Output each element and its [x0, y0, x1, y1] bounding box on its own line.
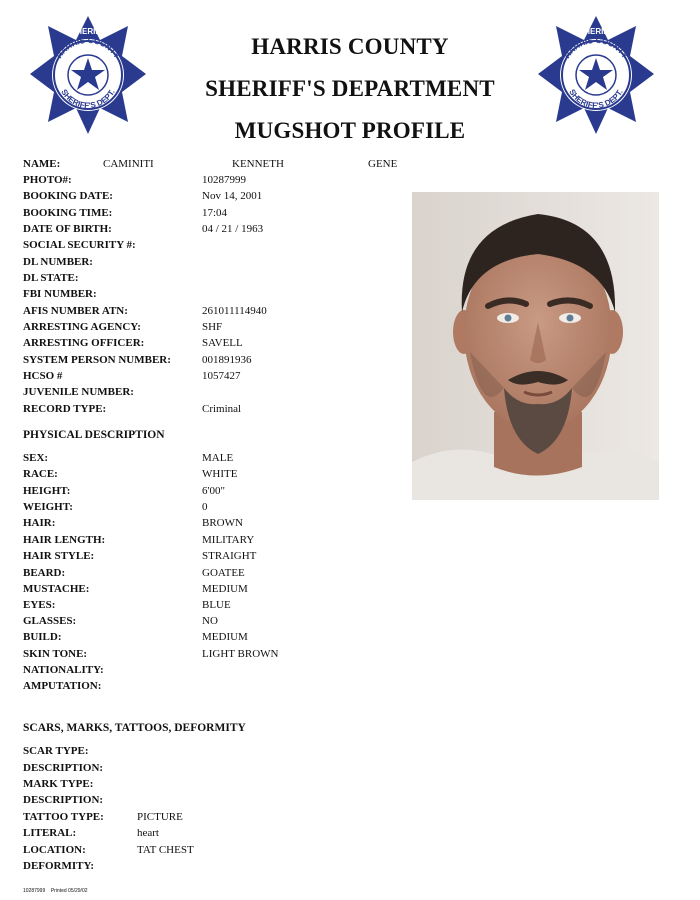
svg-text:SHERIFF: SHERIFF — [70, 27, 106, 36]
field-label: BEARD: — [23, 567, 66, 579]
field-label: ARRESTING AGENCY: — [23, 321, 141, 333]
mugshot-photo — [412, 192, 659, 500]
field-label: DESCRIPTION: — [23, 762, 104, 774]
field-value: MALE — [202, 452, 234, 464]
field-label: TATTOO TYPE: — [23, 811, 104, 823]
svg-text:SHERIFF: SHERIFF — [578, 27, 614, 36]
field-label: DL NUMBER: — [23, 256, 93, 268]
field-label: HAIR LENGTH: — [23, 534, 106, 546]
field-label: LOCATION: — [23, 844, 86, 856]
scars-marks-heading: SCARS, MARKS, TATTOOS, DEFORMITY — [23, 722, 246, 734]
field-value: 001891936 — [202, 354, 252, 366]
field-value: PICTURE — [137, 811, 183, 823]
field-label: NATIONALITY: — [23, 664, 104, 676]
field-value: BLUE — [202, 599, 231, 611]
field-label: FBI NUMBER: — [23, 288, 97, 300]
field-value: STRAIGHT — [202, 550, 257, 562]
field-label: BOOKING TIME: — [23, 207, 113, 219]
field-value: BROWN — [202, 517, 243, 529]
field-label: SYSTEM PERSON NUMBER: — [23, 354, 171, 366]
field-label: SOCIAL SECURITY #: — [23, 239, 136, 251]
field-value: WHITE — [202, 468, 238, 480]
field-label: GLASSES: — [23, 615, 77, 627]
title-department: SHERIFF'S DEPARTMENT — [205, 76, 495, 101]
field-label: BOOKING DATE: — [23, 190, 113, 202]
name-first: KENNETH — [232, 158, 284, 170]
field-value: 0 — [202, 501, 208, 513]
field-label: HCSO # — [23, 370, 63, 382]
title-county: HARRIS COUNTY — [251, 34, 449, 59]
field-label: DESCRIPTION: — [23, 794, 104, 806]
field-label: RECORD TYPE: — [23, 403, 107, 415]
svg-text:HARRIS COUNTY: HARRIS COUNTY — [562, 35, 630, 61]
name-label: NAME: — [23, 158, 61, 170]
field-label: RACE: — [23, 468, 58, 480]
physical-description-heading: PHYSICAL DESCRIPTION — [23, 429, 165, 441]
field-label: SEX: — [23, 452, 49, 464]
field-label: SKIN TONE: — [23, 648, 88, 660]
document-title — [0, 26, 700, 152]
field-value: MEDIUM — [202, 631, 248, 643]
field-label: AMPUTATION: — [23, 680, 102, 692]
field-label: DL STATE: — [23, 272, 79, 284]
name-middle: GENE — [368, 158, 398, 170]
field-label: DEFORMITY: — [23, 860, 95, 872]
field-value: 1057427 — [202, 370, 241, 382]
field-label: HEIGHT: — [23, 485, 71, 497]
field-value: TAT CHEST — [137, 844, 194, 856]
field-value: 261011114940 — [202, 305, 267, 317]
footer-printed-date: Printed 05/29/02 — [50, 888, 88, 894]
field-value: MEDIUM — [202, 583, 248, 595]
name-row — [23, 158, 423, 171]
field-label: MARK TYPE: — [23, 778, 94, 790]
field-label: HAIR: — [23, 517, 56, 529]
field-label: PHOTO#: — [23, 174, 72, 186]
field-label: LITERAL: — [23, 827, 77, 839]
print-footer — [23, 888, 88, 894]
field-label: JUVENILE NUMBER: — [23, 386, 134, 398]
field-label: MUSTACHE: — [23, 583, 90, 595]
field-value: heart — [137, 827, 159, 839]
title-profile: MUGSHOT PROFILE — [234, 118, 466, 143]
field-label: EYES: — [23, 599, 56, 611]
field-label: DATE OF BIRTH: — [23, 223, 112, 235]
name-last: CAMINITI — [103, 158, 154, 170]
field-value: SAVELL — [202, 337, 243, 349]
field-value: 10287999 — [202, 174, 246, 186]
field-label: WEIGHT: — [23, 501, 73, 513]
field-label: SCAR TYPE: — [23, 745, 89, 757]
field-label: ARRESTING OFFICER: — [23, 337, 145, 349]
field-value: LIGHT BROWN — [202, 648, 279, 660]
field-value: MILITARY — [202, 534, 255, 546]
field-value: Nov 14, 2001 — [202, 190, 263, 202]
field-label: BUILD: — [23, 631, 62, 643]
field-value: 17:04 — [202, 207, 228, 219]
field-value: NO — [202, 615, 218, 627]
svg-text:HARRIS COUNTY: HARRIS COUNTY — [54, 35, 122, 61]
footer-photo-id: 10287999 — [23, 888, 46, 894]
field-value: 6'00" — [202, 485, 225, 497]
field-label: AFIS NUMBER ATN: — [23, 305, 128, 317]
svg-text:SHERIFF'S DEPT.: SHERIFF'S DEPT. — [59, 87, 117, 111]
field-label: HAIR STYLE: — [23, 550, 95, 562]
field-value: 04 / 21 / 1963 — [202, 223, 264, 235]
svg-text:SHERIFF'S DEPT.: SHERIFF'S DEPT. — [567, 87, 625, 111]
field-value: GOATEE — [202, 567, 245, 579]
field-value: Criminal — [202, 403, 242, 415]
field-value: SHF — [202, 321, 223, 333]
